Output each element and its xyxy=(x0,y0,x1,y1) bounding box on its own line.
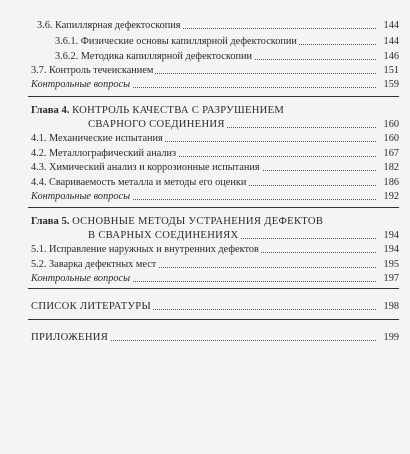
toc-page-number: 197 xyxy=(383,273,399,284)
section-divider xyxy=(28,96,399,97)
toc-page-number: 192 xyxy=(383,191,399,202)
toc-label: 4.3. Химический анализ и коррозионные испытания xyxy=(31,162,260,173)
toc-entry-appendices xyxy=(0,331,410,345)
toc-page-number: 167 xyxy=(383,148,399,159)
toc-entry-3-6 xyxy=(0,19,410,33)
toc-entry-5-2 xyxy=(0,258,410,272)
section-divider xyxy=(28,319,399,320)
chapter-4-heading xyxy=(31,104,284,118)
toc-page-number: 195 xyxy=(383,259,399,270)
toc-page-number: 194 xyxy=(383,230,399,241)
toc-entry-5-1 xyxy=(0,243,410,257)
toc-label: 5.1. Исправление наружных и внутренних дефектов xyxy=(31,244,259,255)
toc-entry-bibliography xyxy=(0,300,410,314)
toc-page-number: 146 xyxy=(383,51,399,62)
toc-page-number: 151 xyxy=(383,65,399,76)
toc-entry-control-questions-5 xyxy=(0,272,410,286)
toc-label: ПРИЛОЖЕНИЯ xyxy=(31,332,109,343)
toc-entry-control-questions-3 xyxy=(0,78,410,92)
section-divider xyxy=(28,207,399,208)
toc-label: 4.2. Металлографический анализ xyxy=(31,148,177,159)
toc-page-number: 186 xyxy=(383,177,399,188)
toc-label: 4.4. Свариваемость металла и методы его оценки xyxy=(31,177,247,188)
toc-entry-chapter-4 xyxy=(0,118,410,132)
dot-leader xyxy=(208,127,376,128)
toc-label: Контрольные вопросы xyxy=(31,79,131,90)
toc-entry-4-2 xyxy=(0,147,410,161)
toc-page-number: 198 xyxy=(383,301,399,312)
toc-page-number: 159 xyxy=(383,79,399,90)
toc-entry-chapter-5 xyxy=(0,229,410,243)
toc-label: 3.7. Контроль течеисканием xyxy=(31,65,154,76)
toc-page-number: 144 xyxy=(383,20,399,31)
chapter-5-heading xyxy=(31,215,323,229)
toc-label: 3.6. Капиллярная дефектоскопия xyxy=(37,20,181,31)
toc-entry-4-1 xyxy=(0,132,410,146)
toc-entry-4-3 xyxy=(0,161,410,175)
toc-label: 4.1. Механические испытания xyxy=(31,133,163,144)
toc-page-number: 160 xyxy=(383,119,399,130)
toc-page-number: 144 xyxy=(383,36,399,47)
chapter-prefix: Глава 5. xyxy=(31,216,70,227)
chapter-title-line-1: КОНТРОЛЬ КАЧЕСТВА С РАЗРУШЕНИЕМ xyxy=(72,105,285,116)
toc-label: 3.6.2. Методика капиллярной дефектоскопии xyxy=(55,51,253,62)
toc-label: Контрольные вопросы xyxy=(31,273,131,284)
toc-entry-4-4 xyxy=(0,176,410,190)
toc-page-number: 182 xyxy=(383,162,399,173)
chapter-prefix: Глава 4. xyxy=(31,105,70,116)
toc-entry-control-questions-4 xyxy=(0,190,410,204)
chapter-title-line-2: СВАРНОГО СОЕДИНЕНИЯ xyxy=(88,119,225,130)
toc-label: Контрольные вопросы xyxy=(31,191,131,202)
toc-label: 5.2. Заварка дефектных мест xyxy=(31,259,157,270)
toc-page-number: 194 xyxy=(383,244,399,255)
section-divider xyxy=(28,288,399,289)
toc-entry-3-6-2 xyxy=(0,50,410,64)
toc-entry-3-7 xyxy=(0,64,410,78)
toc-entry-3-6-1 xyxy=(0,35,410,49)
toc-label: СПИСОК ЛИТЕРАТУРЫ xyxy=(31,301,152,312)
toc-page-number: 199 xyxy=(383,332,399,343)
toc-label: 3.6.1. Физические основы капиллярной дефектоскопии xyxy=(55,36,297,47)
chapter-title-line-1: ОСНОВНЫЕ МЕТОДЫ УСТРАНЕНИЯ ДЕФЕКТОВ xyxy=(72,216,324,227)
chapter-title-line-2: В СВАРНЫХ СОЕДИНЕНИЯХ xyxy=(88,230,239,241)
toc-page-number: 160 xyxy=(383,133,399,144)
